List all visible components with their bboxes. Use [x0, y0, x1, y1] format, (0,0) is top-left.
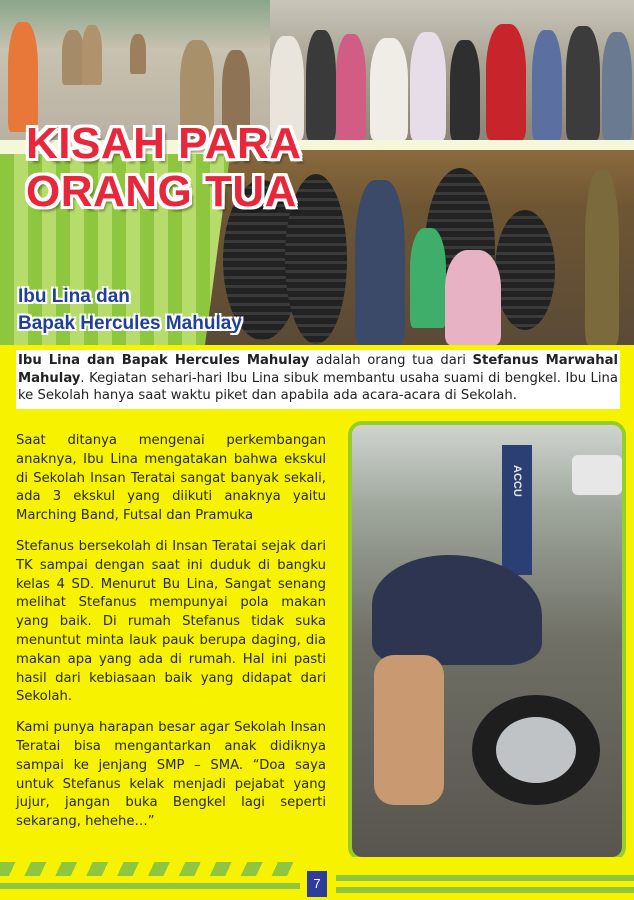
intro-child-name: Stefanus Marwahal Mahulay — [18, 353, 619, 386]
page-subtitle — [18, 283, 242, 337]
accu-sign-text: ACCU — [511, 465, 523, 497]
intro-paragraph — [16, 350, 620, 409]
footer-stripes — [0, 862, 295, 876]
page-title-line-1: KISAH PARA — [26, 119, 302, 168]
intro-text-2: . Kegiatan sehari-hari Ibu Lina sibuk membantu usaha suami di bengkel. Ibu Lina ke Sekolah hanya saat waktu piket dan apabila ada acara-acara di Sekolah. — [18, 370, 618, 403]
intro-text-1: adalah orang tua dari — [309, 353, 473, 368]
page-subtitle-line-2: Bapak Hercules Mahulay — [18, 313, 242, 334]
footer-bar-left — [0, 883, 300, 889]
footer-bar-right-top — [336, 875, 634, 881]
page-title-line-2: ORANG TUA — [26, 167, 297, 216]
photo-car — [572, 455, 622, 495]
body-column — [16, 432, 326, 844]
body-paragraph-3: Kami punya harapan besar agar Sekolah Insan Teratai bisa mengantarkan anak didiknya sampai ke jenjang SMP – SMA. “Doa saya untuk Stefanus kelak menjadi pejabat yang jujur, jangan buka Bengkel lagi seperti sekarang, hehehe…” — [16, 720, 326, 830]
photo-mechanic-legs — [374, 655, 444, 805]
page-subtitle-line-1: Ibu Lina dan — [18, 286, 130, 307]
body-paragraph-2: Stefanus bersekolah di Insan Teratai sejak dari TK sampai dengan saat ini duduk di bangku kelas 4 SD. Menurut Bu Lina, Sangat senang melihat Stefanus mempunyai pola makan yang baik. Di rumah Stefanus tidak suka menuntut minta lauk pauk berupa daging, dia makan apa yang ada di rumah. Hal ini pasti hasil dari kebiasaan baik yang didapat dari Sekolah. — [16, 538, 326, 705]
accu-pole — [502, 445, 532, 575]
photo-parents-group — [270, 0, 634, 140]
footer-bar-right-bottom — [336, 887, 634, 893]
intro-parent-names: Ibu Lina dan Bapak Hercules Mahulay — [18, 353, 310, 368]
photo-tire — [472, 695, 600, 805]
page-number: 7 — [307, 871, 327, 897]
body-paragraph-1: Saat ditanya mengenai perkembangan anaknya, Ibu Lina mengatakan bahwa ekskul di Sekolah Insan Teratai sangat banyak sekali, ada 3 ekskul yang diikuti anaknya yaitu Marching Band, Futsal dan Pramuka — [16, 433, 326, 524]
photo-mechanic-fixing-tire — [352, 425, 622, 857]
page-title — [26, 120, 302, 216]
